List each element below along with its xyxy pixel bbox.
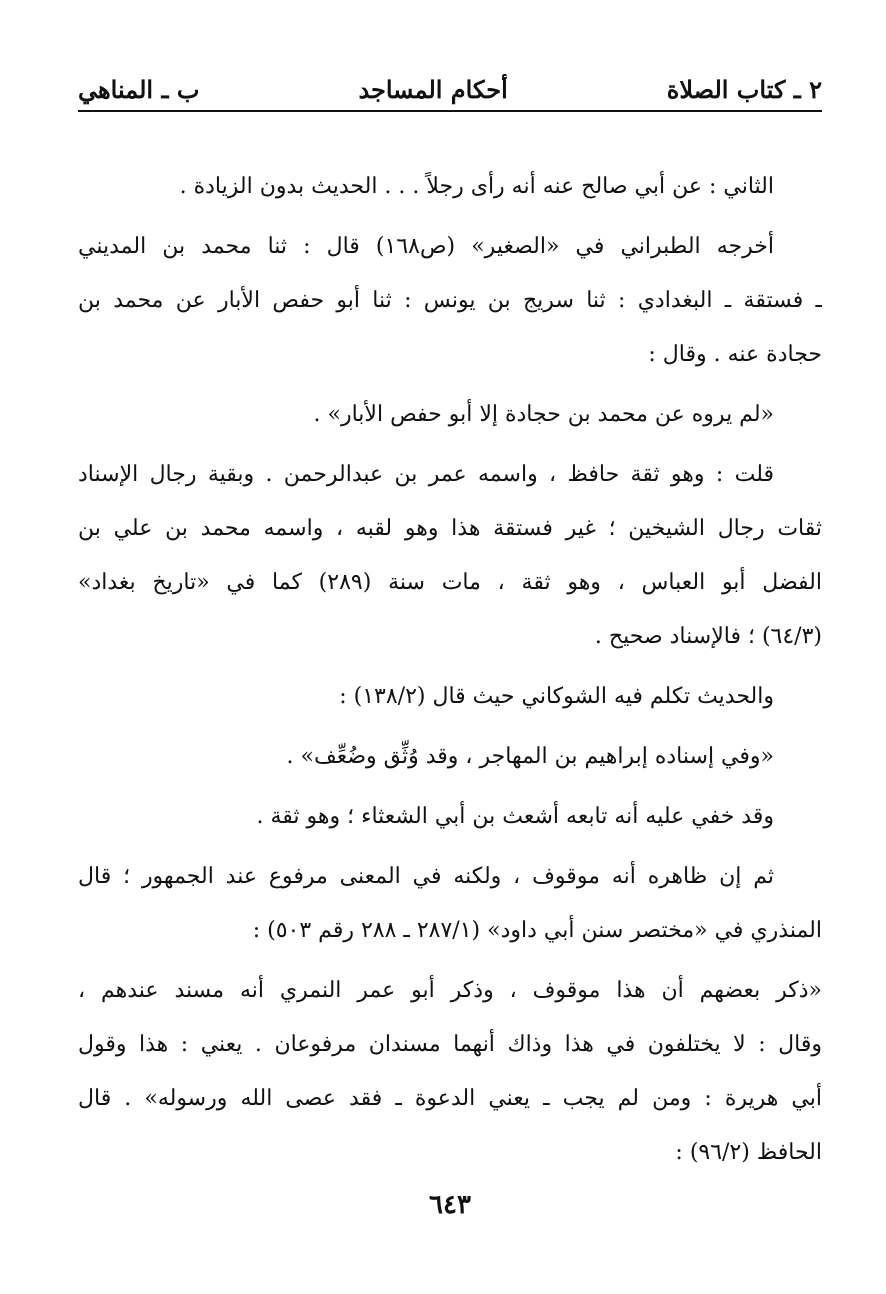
text-line: ثقات رجال الشيخين ؛ غير فستقة هذا وهو لقبه ، واسمه محمد بن علي بن <box>78 516 822 541</box>
paragraph <box>78 730 822 784</box>
text-line: المنذري في «مختصر سنن أبي داود» (٢٨٧/١ ـ ٢٨٨ رقم ٥٠٣) : <box>252 918 822 943</box>
paragraph <box>78 670 822 724</box>
header-divider <box>78 110 822 112</box>
text-line: «لم يروه عن محمد بن حجادة إلا أبو حفص الأبار» . <box>313 402 774 427</box>
text-line: ثم إن ظاهره أنه موقوف ، ولكنه في المعنى مرفوع عند الجمهور ؛ قال <box>78 864 774 889</box>
header-chapter: ٢ ـ كتاب الصلاة <box>666 75 822 104</box>
paragraph <box>78 160 822 214</box>
running-header <box>78 62 822 102</box>
text-line: «ذكر بعضهم أن هذا موقوف ، وذكر أبو عمر النمري أنه مسند عندهم ، <box>78 978 822 1003</box>
text-line: الفضل أبو العباس ، وهو ثقة ، مات سنة (٢٨٩) كما في «تاريخ بغداد» <box>78 570 822 595</box>
text-line: الحافظ (٩٦/٢) : <box>675 1140 822 1165</box>
header-subsection: ب ـ المناهي <box>78 75 200 104</box>
text-line: قلت : وهو ثقة حافظ ، واسمه عمر بن عبدالرحمن . وبقية رجال الإسناد <box>78 462 774 487</box>
header-section: أحكام المساجد <box>358 75 508 104</box>
text-line: أخرجه الطبراني في «الصغير» (ص١٦٨) قال : ثنا محمد بن المديني <box>78 234 774 259</box>
paragraph <box>78 964 822 1180</box>
text-line: والحديث تكلم فيه الشوكاني حيث قال (١٣٨/٢) : <box>339 684 774 709</box>
book-page <box>78 0 822 1294</box>
text-line: الثاني : عن أبي صالح عنه أنه رأى رجلاً . . . الحديث بدون الزيادة . <box>179 174 774 199</box>
text-line: حجادة عنه . وقال : <box>648 342 822 367</box>
text-line: أبي هريرة : ومن لم يجب ـ يعني الدعوة ـ فقد عصى الله ورسوله» . قال <box>78 1086 822 1111</box>
paragraph <box>78 388 822 442</box>
paragraph <box>78 220 822 382</box>
page-number: ٦٤٣ <box>429 1190 471 1220</box>
text-line: وقال : لا يختلفون في هذا وذاك أنهما مسندان مرفوعان . يعني : هذا وقول <box>78 1032 822 1057</box>
text-line: وقد خفي عليه أنه تابعه أشعث بن أبي الشعثاء ؛ وهو ثقة . <box>256 804 774 829</box>
text-line: ـ فستقة ـ البغدادي : ثنا سريج بن يونس : ثنا أبو حفص الأبار عن محمد بن <box>78 288 822 313</box>
text-line: (٦٤/٣) ؛ فالإسناد صحيح . <box>594 624 822 649</box>
text-line: «وفي إسناده إبراهيم بن المهاجر ، وقد وُثِّق وضُعِّف» . <box>286 744 774 769</box>
paragraph <box>78 790 822 844</box>
page-body <box>78 160 822 1180</box>
paragraph <box>78 850 822 958</box>
paragraph <box>78 448 822 664</box>
